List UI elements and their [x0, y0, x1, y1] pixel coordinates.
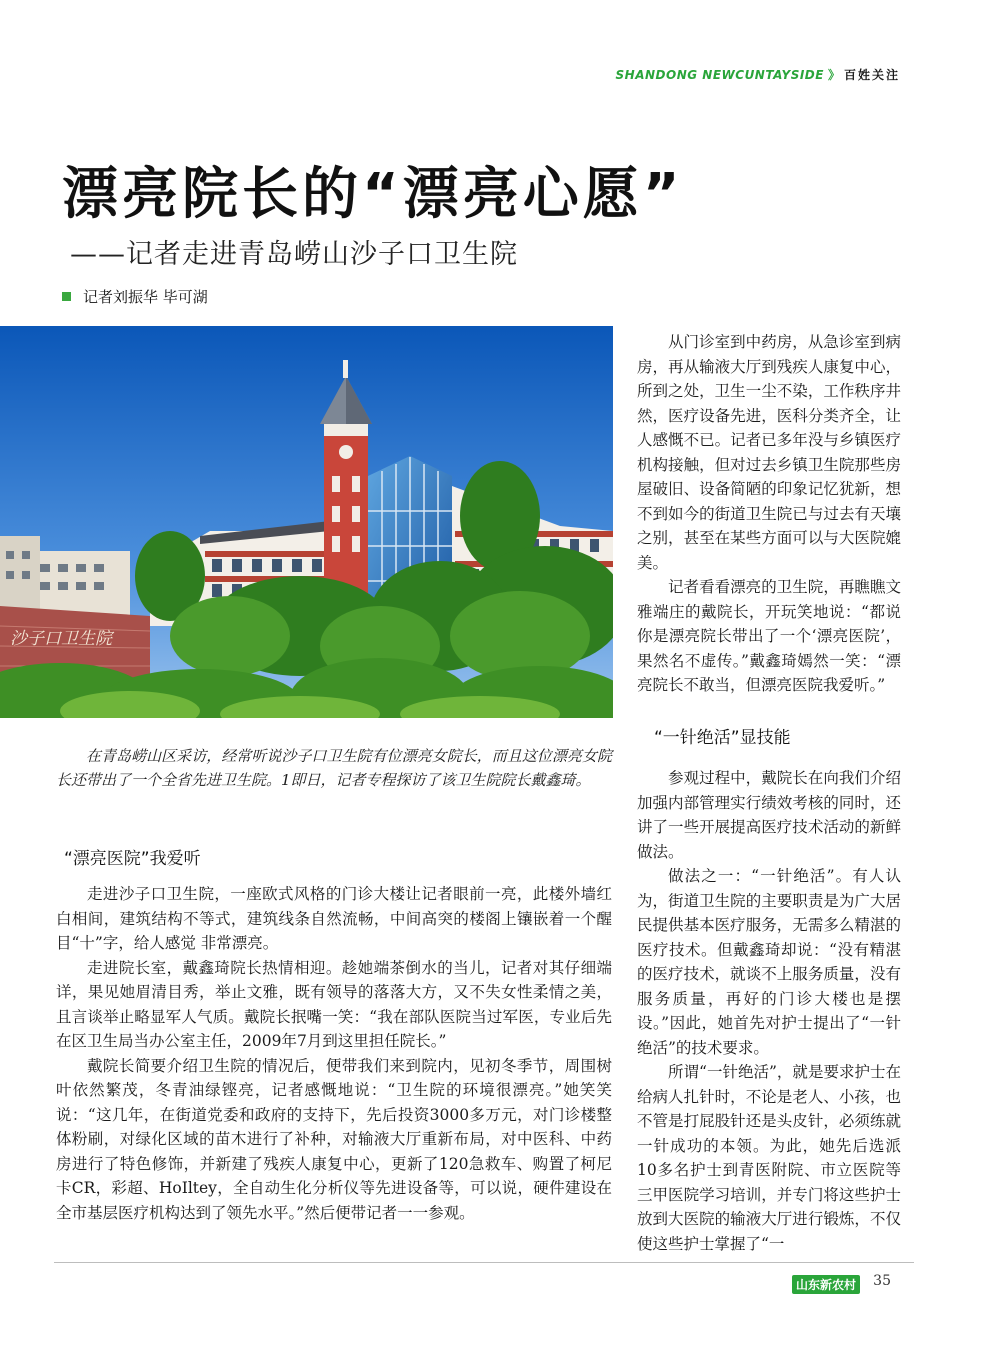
- magazine-name-en: SHANDONG NEWCUNTAYSIDE: [615, 68, 824, 82]
- body-paragraph: 做法之一：“一针绝活”。有人认为，街道卫生院的主要职责是为广大居民提供基本医疗服务，无需多么精湛的医疗技术。但戴鑫琦却说：“没有精湛的医疗技术，就谈不上服务质量，没有服务质量，再好的门诊大楼也是摆设。”因此，她首先对护士提出了“一针绝活”的技术要求。: [637, 867, 901, 1057]
- byline: [62, 286, 208, 307]
- running-head-separator: 》: [827, 68, 840, 82]
- left-column-body: [56, 882, 612, 1225]
- section-name: 百姓关注: [843, 68, 900, 82]
- article-title: 漂亮院长的“漂亮心愿”: [62, 162, 684, 227]
- body-paragraph: 所谓“一针绝活”，就是要求护士在给病人扎针时，不论是老人、小孩，也不管是打屁股针还是头皮针，必须练就一针成功的本领。为此，她先后选派10多名护士到青医附院、市立医院等三甲医院学习培训，并专门将这些护士放到大医院的输液大厅进行锻炼，不仅使这些护士掌握了“一: [637, 1063, 901, 1253]
- section-heading-beautiful-hospital: “漂亮医院”我爱听: [64, 849, 201, 869]
- intro-paragraph: 在青岛崂山区采访，经常听说沙子口卫生院有位漂亮女院长，而且这位漂亮女院长还带出了一个全省先进卫生院。1即日，记者专程探访了该卫生院院长戴鑫琦。: [56, 747, 612, 789]
- magazine-logo: 山东新农村: [792, 1275, 860, 1294]
- body-paragraph: 参观过程中，戴院长在向我们介绍加强内部管理实行绩效考核的同时，还讲了一些开展提高医疗技术活动的新鲜做法。: [637, 769, 901, 861]
- body-paragraph: 走进院长室，戴鑫琦院长热情相迎。趁她端茶倒水的当儿，记者对其仔细端详，果见她眉清目秀，举止文雅，既有领导的落落大方，又不失女性柔情之美，且言谈举止略显军人气质。戴院长抿嘴一笑：“我在部队医院当过军医，专业后先在区卫生局当办公室主任，2009年7月到这里担任院长。”: [56, 958, 612, 1050]
- hospital-sign-text: 沙子口卫生院: [10, 629, 112, 649]
- section-heading-one-needle-skill: “一针绝活”显技能: [654, 728, 791, 748]
- footer-divider: [54, 1262, 914, 1263]
- running-head: [616, 66, 900, 83]
- article-subtitle: ——记者走进青岛崂山沙子口卫生院: [70, 239, 518, 270]
- page-number: 35: [873, 1273, 891, 1289]
- right-column-top: [637, 330, 901, 698]
- right-column-bottom: [637, 766, 901, 1256]
- byline-square-icon: [62, 292, 71, 301]
- body-paragraph: 戴院长简要介绍卫生院的情况后，便带我们来到院内，见初冬季节，周围树叶依然繁茂，冬青油绿铿亮，记者感慨地说：“卫生院的环境很漂亮。”她笑笑说：“这几年，在街道党委和政府的支持下，先后投资3000多万元，对门诊楼整体粉刷，对绿化区域的苗木进行了补种，对输液大厅重新布局，对中医科、中药房进行了特色修饰，并新建了残疾人康复中心，更新了120急救车、购置了柯尼卡CR，彩超、HoIltey，全自动生化分析仪等先进设备等，可以说，硬件建设在全市基层医疗机构达到了领先水平。”然后便带记者一一参观。: [56, 1056, 612, 1222]
- body-paragraph: 记者看看漂亮的卫生院，再瞧瞧文雅端庄的戴院长，开玩笑地说：“都说你是漂亮院长带出了一个‘漂亮医院’，果然名不虚传。”戴鑫琦嫣然一笑：“漂亮院长不敢当，但漂亮医院我爱听。”: [637, 578, 901, 694]
- body-paragraph: 走进沙子口卫生院，一座欧式风格的门诊大楼让记者眼前一亮，此楼外墙红白相间，建筑结构不等式，建筑线条自然流畅，中间高突的楼阁上镶嵌着一个醒目“十”字，给人感觉 非常漂亮。: [56, 885, 612, 952]
- article-intro: [56, 744, 612, 792]
- byline-text: 记者刘振华 毕可湖: [83, 288, 208, 306]
- hospital-photo: [0, 326, 613, 718]
- body-paragraph: 从门诊室到中药房，从急诊室到病房，再从输液大厅到残疾人康复中心，所到之处，卫生一尘不染，工作秩序井然，医疗设备先进，医科分类齐全，让人感慨不已。记者已多年没与乡镇医疗机构接触，但对过去乡镇卫生院那些房屋破旧、设备简陋的印象记忆犹新，想不到如今的街道卫生院已与过去有天壤之别，甚至在某些方面可以与大医院媲美。: [637, 333, 901, 572]
